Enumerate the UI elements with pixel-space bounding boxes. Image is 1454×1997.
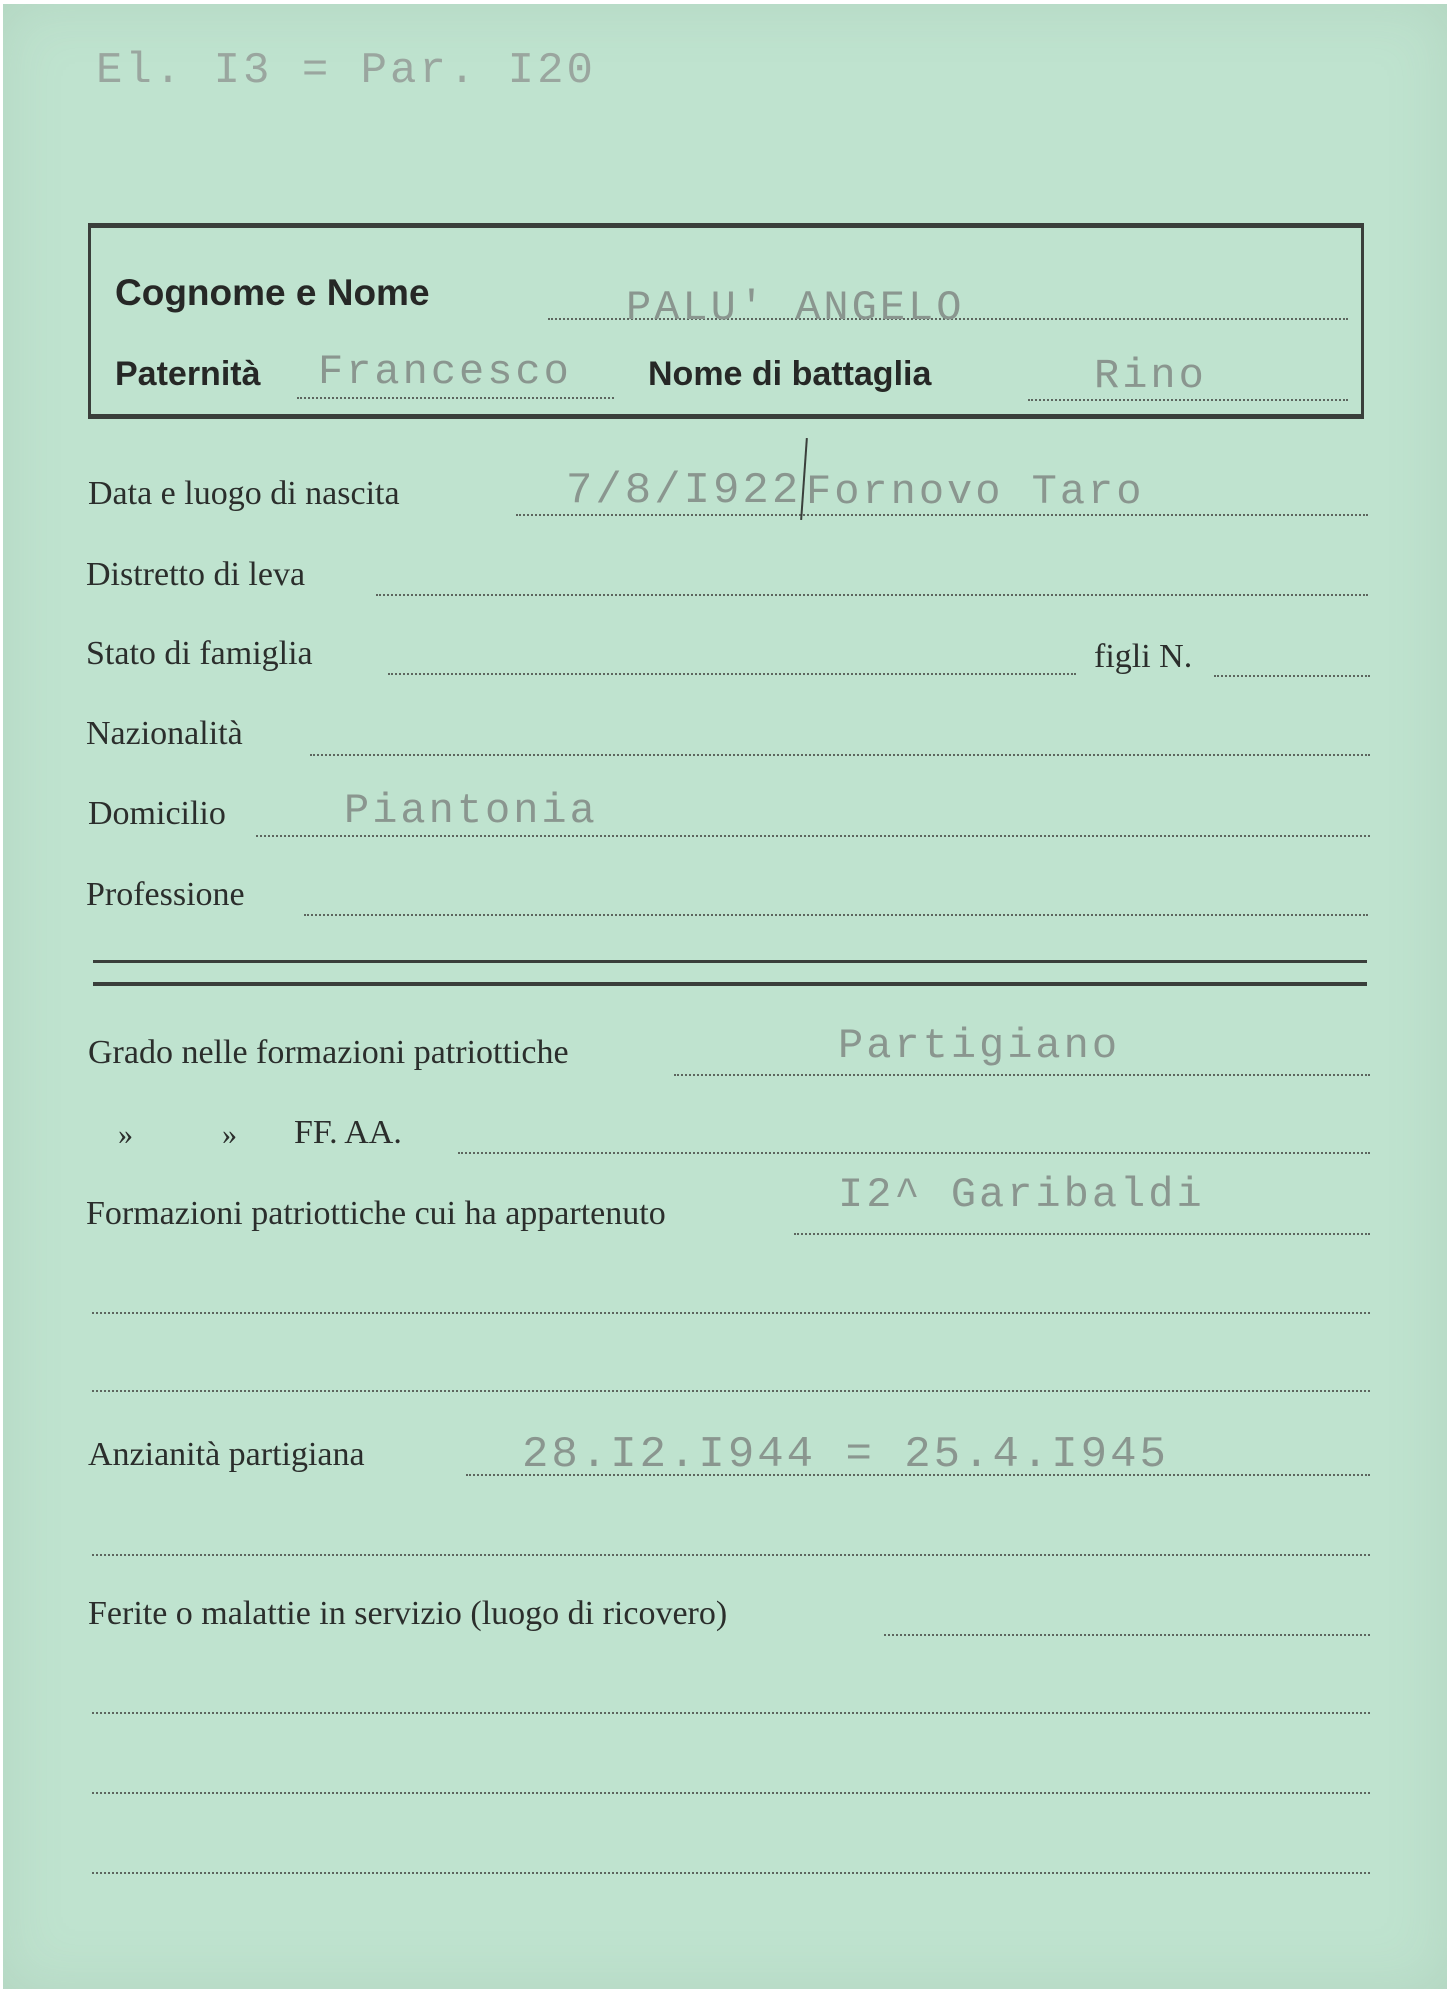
formations-value: I2^ Garibaldi bbox=[838, 1171, 1205, 1219]
formations-extra-line-1 bbox=[92, 1312, 1370, 1314]
rank-label: Grado nelle formazioni patriottiche bbox=[88, 1034, 569, 1071]
family-label: Stato di famiglia bbox=[86, 635, 313, 672]
district-line bbox=[376, 594, 1368, 596]
paternity-line bbox=[297, 397, 614, 399]
family-line bbox=[388, 673, 1076, 675]
ffaa-line bbox=[458, 1152, 1370, 1154]
birth-place: Fornovo Taro bbox=[806, 468, 1145, 516]
birth-date: 7/8/I922 bbox=[566, 466, 802, 516]
nationality-line bbox=[310, 754, 1370, 756]
reference-number: El. I3 = Par. I20 bbox=[96, 46, 596, 96]
ditto-mark-1: » bbox=[118, 1118, 133, 1151]
domicile-line bbox=[256, 835, 1370, 837]
profession-line bbox=[304, 914, 1368, 916]
paternity-value: Francesco bbox=[318, 348, 572, 396]
profession-label: Professione bbox=[86, 876, 245, 913]
rank-line bbox=[674, 1074, 1370, 1076]
ditto-mark-2: » bbox=[222, 1118, 237, 1151]
birth-label: Data e luogo di nascita bbox=[88, 475, 400, 512]
seniority-extra-line bbox=[92, 1554, 1370, 1556]
formations-line bbox=[794, 1233, 1370, 1235]
ffaa-label: FF. AA. bbox=[294, 1114, 402, 1151]
rank-value: Partigiano bbox=[838, 1022, 1121, 1070]
wounds-extra-line-1 bbox=[92, 1712, 1370, 1714]
seniority-value: 28.I2.I944 = 25.4.I945 bbox=[522, 1430, 1169, 1480]
wounds-label: Ferite o malattie in servizio (luogo di ricovero) bbox=[88, 1595, 728, 1632]
battle-name-label: Nome di battaglia bbox=[648, 355, 932, 393]
domicile-value: Piantonia bbox=[344, 787, 598, 835]
formations-extra-line-2 bbox=[92, 1390, 1370, 1392]
name-label: Cognome e Nome bbox=[115, 272, 430, 313]
section-divider-bottom bbox=[93, 982, 1367, 986]
nationality-label: Nazionalità bbox=[86, 715, 243, 752]
name-value: PALU' ANGELO bbox=[626, 284, 965, 332]
seniority-label: Anzianità partigiana bbox=[88, 1436, 365, 1473]
battle-name-value: Rino bbox=[1094, 352, 1207, 400]
wounds-line bbox=[884, 1634, 1370, 1636]
section-divider-top bbox=[93, 960, 1367, 963]
wounds-extra-line-2 bbox=[92, 1792, 1370, 1794]
children-label: figli N. bbox=[1094, 638, 1193, 675]
district-label: Distretto di leva bbox=[86, 556, 306, 593]
wounds-extra-line-3 bbox=[92, 1872, 1370, 1874]
children-line bbox=[1214, 675, 1370, 677]
domicile-label: Domicilio bbox=[88, 795, 226, 832]
paternity-label: Paternità bbox=[115, 355, 261, 393]
formations-label: Formazioni patriottiche cui ha appartenuto bbox=[86, 1195, 666, 1232]
